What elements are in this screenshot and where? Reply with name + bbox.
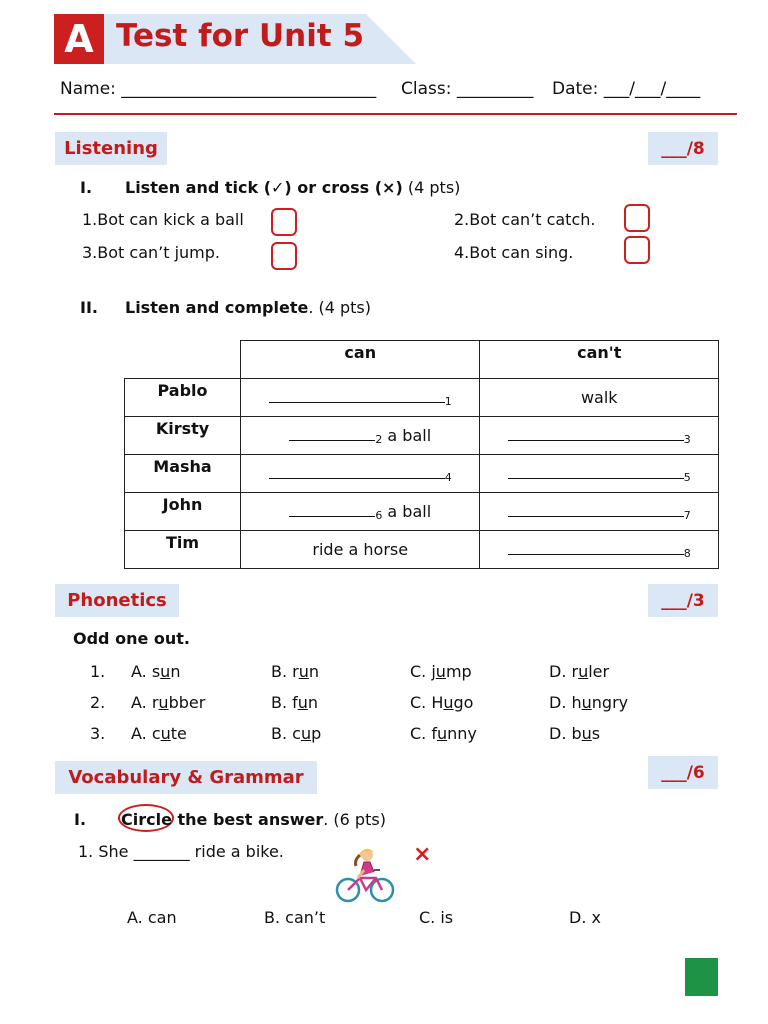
- phonetics-row-number: 1.: [90, 662, 106, 681]
- phonetics-instruction: Odd one out.: [73, 629, 190, 648]
- vocab-score[interactable]: ___/6: [648, 756, 718, 789]
- blank-cell[interactable]: 4: [241, 455, 480, 493]
- blank-cell[interactable]: 3: [480, 417, 719, 455]
- option-c[interactable]: C. is: [419, 908, 454, 927]
- option-a[interactable]: A. can: [127, 908, 177, 927]
- listening-table: [124, 340, 719, 569]
- section-phonetics: Phonetics: [55, 584, 179, 617]
- tick-box-4[interactable]: [624, 236, 650, 264]
- answer-cell: walk: [480, 379, 719, 417]
- table-row: [125, 417, 719, 455]
- option-d[interactable]: D. x: [569, 908, 601, 927]
- blank-cell[interactable]: 7: [480, 493, 719, 531]
- phonetics-option-b[interactable]: B. run: [271, 662, 320, 681]
- phonetics-row-number: 3.: [90, 724, 106, 743]
- row-name: Pablo: [125, 379, 241, 417]
- phonetics-option-b[interactable]: B. cup: [271, 724, 322, 743]
- row-name: Tim: [125, 531, 241, 569]
- phonetics-option-c[interactable]: C. Hugo: [410, 693, 474, 712]
- blank-cell[interactable]: $_2$ a ball: [241, 417, 480, 455]
- phonetics-option-b[interactable]: B. fun: [271, 693, 319, 712]
- phonetics-score[interactable]: ___/3: [648, 584, 718, 617]
- blank-cell[interactable]: 8: [480, 531, 719, 569]
- cross-mark: ×: [413, 842, 432, 867]
- answer-cell: ride a horse: [241, 531, 480, 569]
- table-row: [125, 379, 719, 417]
- part-number: I.: [80, 178, 93, 197]
- row-name: Masha: [125, 455, 241, 493]
- phonetics-option-d[interactable]: D. ruler: [549, 662, 610, 681]
- column-header-can: can: [241, 341, 480, 379]
- phonetics-option-c[interactable]: C. funny: [410, 724, 477, 743]
- row-name: John: [125, 493, 241, 531]
- tick-box-2[interactable]: [624, 204, 650, 232]
- column-header-cant: can't: [480, 341, 719, 379]
- phonetics-option-c[interactable]: C. jump: [410, 662, 472, 681]
- part-number: I.: [74, 810, 87, 829]
- row-name: Kirsty: [125, 417, 241, 455]
- name-field[interactable]: Name: ______________________________: [60, 79, 377, 99]
- part-instruction: Circle the best answer. (6 pts): [121, 810, 386, 829]
- page-title: Test for Unit 5: [116, 18, 365, 54]
- question-1: 1. She _______ ride a bike.: [78, 842, 284, 861]
- unit-badge: A: [54, 14, 104, 64]
- part-instruction: Listen and tick (✓) or cross (×) (4 pts): [125, 178, 461, 197]
- table-row: [125, 493, 719, 531]
- phonetics-option-d[interactable]: D. bus: [549, 724, 601, 743]
- phonetics-row-number: 2.: [90, 693, 106, 712]
- phonetics-option-a[interactable]: A. rubber: [131, 693, 206, 712]
- section-vocabulary-grammar: Vocabulary & Grammar: [55, 761, 317, 794]
- phonetics-option-a[interactable]: A. cute: [131, 724, 187, 743]
- part-number: II.: [80, 298, 98, 317]
- girl-on-bike-image: [334, 844, 396, 904]
- date-field[interactable]: Date: ___/___/____: [552, 79, 701, 99]
- table-row: [125, 531, 719, 569]
- tick-item-3: 3.Bot can’t jump.: [82, 243, 220, 262]
- class-field[interactable]: Class: _________: [401, 79, 534, 99]
- blank-cell[interactable]: 5: [480, 455, 719, 493]
- tick-box-1[interactable]: [271, 208, 297, 236]
- phonetics-option-a[interactable]: A. sun: [131, 662, 181, 681]
- tick-item-4: 4.Bot can sing.: [454, 243, 574, 262]
- tick-item-2: 2.Bot can’t catch.: [454, 210, 596, 229]
- blank-cell[interactable]: 1: [241, 379, 480, 417]
- section-listening: Listening: [55, 132, 167, 165]
- blank-cell[interactable]: $_6$ a ball: [241, 493, 480, 531]
- option-b[interactable]: B. can’t: [264, 908, 326, 927]
- part-instruction: Listen and complete. (4 pts): [125, 298, 371, 317]
- phonetics-option-d[interactable]: D. hungry: [549, 693, 629, 712]
- tick-box-3[interactable]: [271, 242, 297, 270]
- tick-item-1: 1.Bot can kick a ball: [82, 210, 244, 229]
- header-divider: [54, 113, 737, 115]
- listening-score[interactable]: ___/8: [648, 132, 718, 165]
- table-row: [125, 455, 719, 493]
- corner-green-square: [685, 958, 718, 996]
